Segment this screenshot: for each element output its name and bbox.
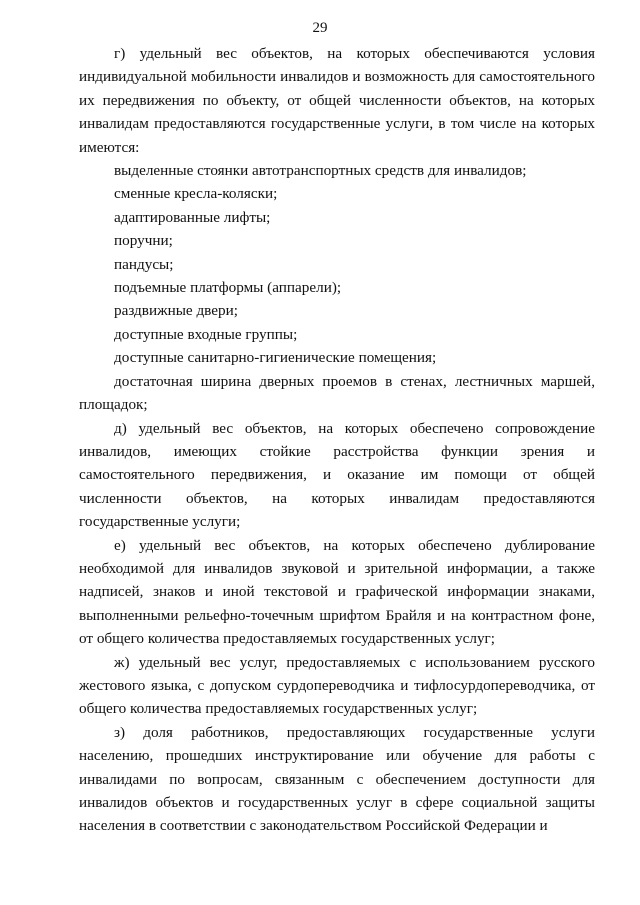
paragraph-g: г) удельный вес объектов, на которых обеспечиваются условия индивидуальной мобильности инвалидов и возможность для самостоятельного их передвижения по объекту, от общей численности объектов, на которых инвалидам предоставляются государственные услуги, в том числе на которых имеются: <box>79 45 595 156</box>
list-item-door-width: достаточная ширина дверных проемов в стенах, лестничных маршей, площадок; <box>79 372 595 414</box>
list-item: доступные санитарно-гигиенические помещения; <box>114 349 437 367</box>
list-item: пандусы; <box>114 255 174 273</box>
page-number: 29 <box>312 20 328 36</box>
paragraph-e: е) удельный вес объектов, на которых обеспечено дублирование необходимой для инвалидов звуковой и зрительной информации, а также надписей, знаков и иной текстовой и графической информации знаками, выполненными рельефно-точечным шрифтом Брайля и на контрастном фоне, от общего количества предоставляемых государственных услуг; <box>79 536 595 648</box>
list-item: поручни; <box>114 232 173 250</box>
list-item: выделенные стоянки автотранспортных средств для инвалидов; <box>114 162 527 180</box>
list-item: доступные входные группы; <box>114 325 298 343</box>
list-item: адаптированные лифты; <box>114 208 271 226</box>
paragraph-zh: ж) удельный вес услуг, предоставляемых с использованием русского жестового языка, с допуском сурдопереводчика и тифлосурдопереводчика, от общего количества предоставляемых государственных услуг; <box>79 653 595 718</box>
list-item: раздвижные двери; <box>114 302 238 320</box>
paragraph-d: д) удельный вес объектов, на которых обеспечено сопровождение инвалидов, имеющих стойкие расстройства функции зрения и самостоятельного передвижения, и оказание им помощи от общей численности объектов, на которых инвалидам предоставляются государственные услуги; <box>79 419 595 531</box>
list-item: сменные кресла-коляски; <box>114 185 278 203</box>
document-body <box>79 42 595 838</box>
paragraph-z: з) доля работников, предоставляющих государственные услуги населению, прошедших инструктирование или обучение для работы с инвалидами по вопросам, связанным с обеспечением доступности для инвалидов объектов и государственных услуг в сфере социальной защиты населения в соответствии с законодательством Российской Федерации и <box>79 723 595 835</box>
list-item: подъемные платформы (аппарели); <box>114 279 342 297</box>
